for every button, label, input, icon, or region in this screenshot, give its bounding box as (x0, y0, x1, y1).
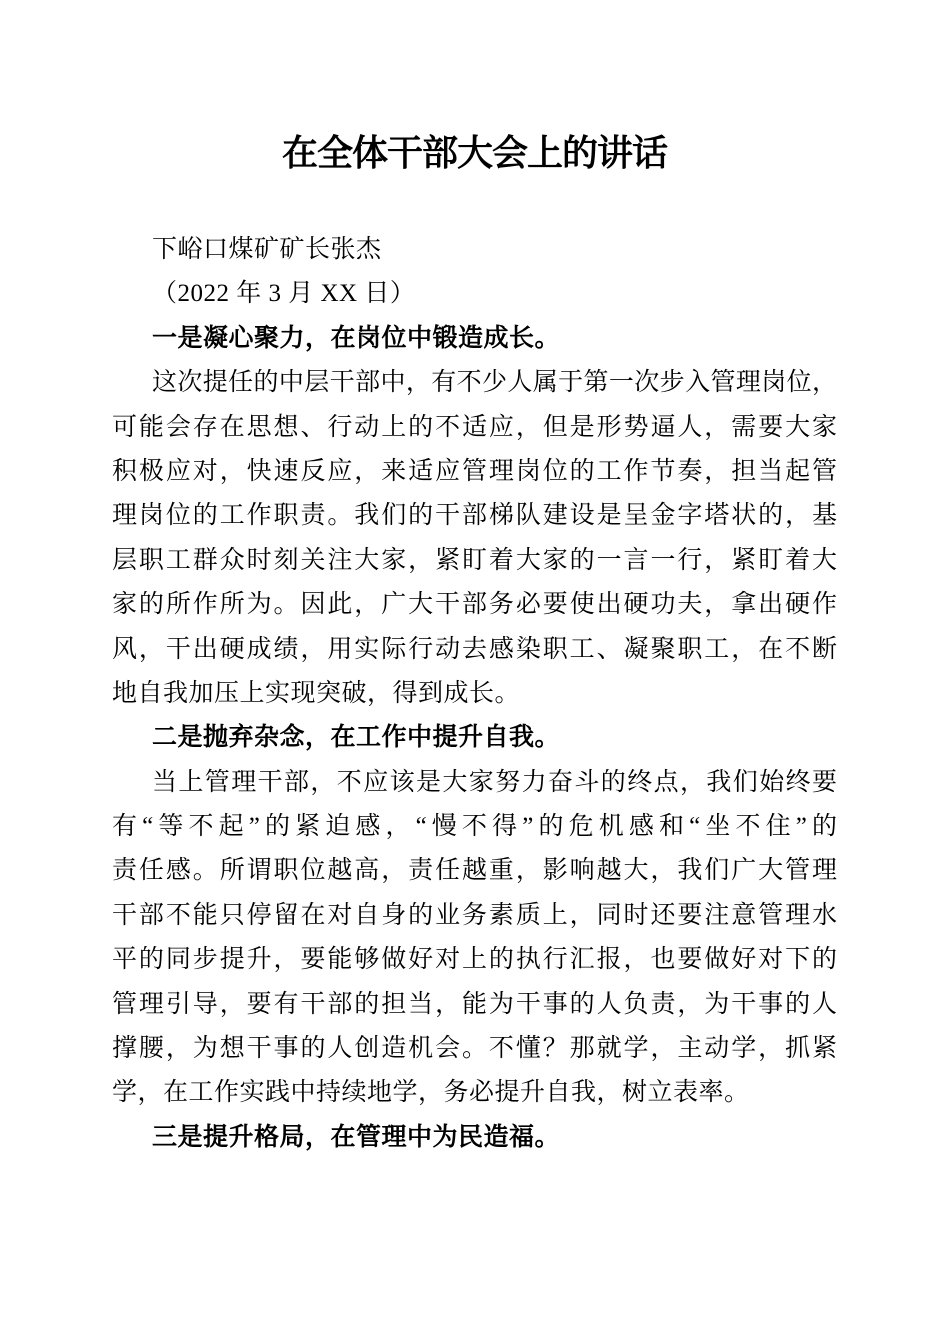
text-line: 地自我加压上实现突破，得到成长。 (112, 679, 521, 707)
section-1-heading: 一是凝心聚力，在岗位中锻造成长。 (152, 324, 561, 352)
text-line: 有“等不起”的紧迫感，“慢不得”的危机感和“坐不住”的 (112, 813, 837, 841)
text-line: 责任感。所谓职位越高，责任越重，影响越大，我们广大管理 (112, 857, 837, 885)
dateline: （2022 年 3 月 XX 日） (152, 280, 416, 308)
text-line: 平的同步提升，要能够做好对上的执行汇报，也要做好对下的 (112, 946, 837, 974)
text-line: 这次提任的中层干部中，有不少人属于第一次步入管理岗位， (152, 369, 837, 397)
document-title: 在全体干部大会上的讲话 (281, 133, 667, 173)
byline: 下峪口煤矿矿长张杰 (152, 236, 382, 263)
text-line: 可能会存在思想、行动上的不适应，但是形势逼人，需要大家 (112, 413, 837, 441)
text-line: 风，干出硬成绩，用实际行动去感染职工、凝聚职工，在不断 (112, 635, 837, 663)
text-line: 层职工群众时刻关注大家，紧盯着大家的一言一行，紧盯着大 (112, 546, 837, 574)
text-line: 当上管理干部，不应该是大家努力奋斗的终点，我们始终要 (152, 768, 837, 796)
text-line: 理岗位的工作职责。我们的干部梯队建设是呈金字塔状的，基 (112, 502, 837, 530)
text-line: 干部不能只停留在对自身的业务素质上，同时还要注意管理水 (112, 901, 837, 929)
text-line: 撑腰，为想干事的人创造机会。不懂？那就学，主动学，抓紧 (112, 1035, 837, 1063)
text-line: 学，在工作实践中持续地学，务必提升自我，树立表率。 (112, 1079, 750, 1107)
text-line: 管理引导，要有干部的担当，能为干事的人负责，为干事的人 (112, 990, 837, 1018)
section-3-heading: 三是提升格局，在管理中为民造福。 (152, 1123, 561, 1151)
text-line: 积极应对，快速反应，来适应管理岗位的工作节奏，担当起管 (112, 457, 837, 485)
text-line: 家的所作所为。因此，广大干部务必要使出硬功夫，拿出硬作 (112, 591, 837, 619)
section-2-heading: 二是抛弃杂念，在工作中提升自我。 (152, 724, 561, 752)
